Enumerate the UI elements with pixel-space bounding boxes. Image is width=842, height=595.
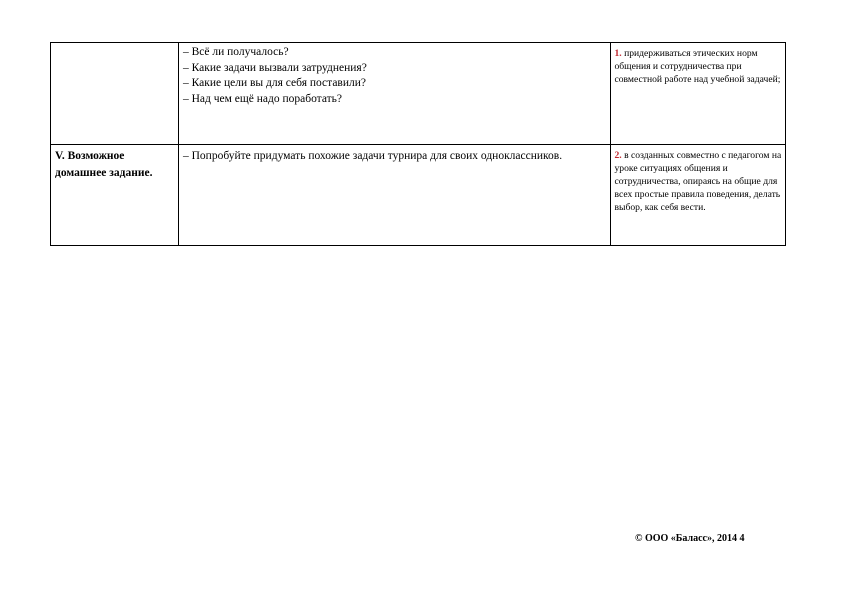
- result-cell: [610, 145, 786, 246]
- table-row: [51, 43, 786, 145]
- reflection-question: – Над чем ещё надо поработать?: [183, 92, 343, 105]
- homework-task: – Попробуйте придумать похожие задачи турнира для своих одноклассников.: [183, 150, 563, 162]
- result-cell: [610, 43, 786, 145]
- copyright-footer: © ООО «Баласс», 2014 4: [635, 533, 745, 544]
- result-text: придерживаться этических норм общения и сотрудничества при совместной работе над учебной задачей;: [614, 48, 781, 85]
- lesson-table: [50, 42, 786, 246]
- stage-cell: [51, 145, 179, 246]
- content-cell: [179, 43, 611, 145]
- reflection-question: – Какие задачи вызвали затруднения?: [183, 61, 367, 74]
- reflection-question: – Всё ли получалось?: [183, 46, 289, 58]
- content-cell: [179, 145, 611, 246]
- reflection-question: – Какие цели вы для себя поставили?: [183, 77, 367, 89]
- result-item: [615, 45, 783, 86]
- table-row: [51, 145, 786, 246]
- result-text: в созданных совместно с педагогом на уроке ситуациях общения и сотрудничества, опираясь на общие для всех простые правила поведения, делать выбор, как себя вести.: [614, 150, 782, 213]
- result-number: 1.: [614, 48, 622, 59]
- result-item: [615, 147, 783, 214]
- stage-cell: [51, 43, 179, 145]
- stage-title: V. Возможное домашнее задание.: [55, 150, 153, 179]
- result-number: 2.: [614, 150, 622, 161]
